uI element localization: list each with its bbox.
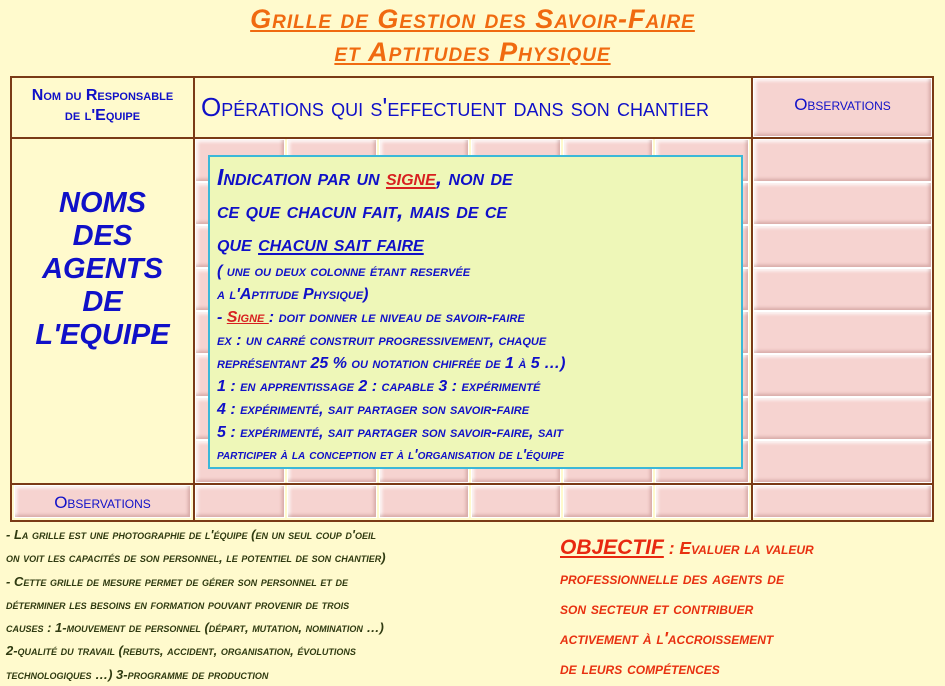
observation-cell (753, 397, 932, 440)
names-line: L'EQUIPE (35, 319, 170, 351)
underlined-phrase: chacun sait faire (258, 230, 424, 256)
header-team-leader-line1: Nom du Responsable (31, 87, 174, 104)
info-line: ce que chacun fait, mais de ce (217, 197, 508, 223)
team-agents-names (12, 139, 193, 483)
note-line: - Cette grille de mesure permet de gérer son personnel et de (6, 573, 348, 589)
info-line: 1 : en apprentissage 2 : capable 3 : expérimenté (217, 378, 541, 395)
grid-cell (195, 485, 285, 518)
observation-cell (753, 485, 932, 518)
names-line: NOMS (59, 187, 146, 219)
header-team-leader (12, 78, 193, 137)
names-line: DE (82, 286, 123, 318)
observation-cell (753, 440, 932, 483)
observation-cell (753, 354, 932, 397)
note-line: on voit les capacités de son personnel, le potentiel de son chantier) (6, 550, 386, 566)
grid-cell (655, 485, 749, 518)
info-line: - Signe : doit donner le niveau de savoir-faire (217, 309, 525, 326)
objective-line: de leurs compétences (560, 658, 720, 678)
objective-line: OBJECTIF : Evaluer la valeur (560, 536, 814, 559)
info-line: 4 : expérimenté, sait partager son savoir-faire (217, 401, 530, 418)
signe-word: signe (385, 164, 436, 190)
info-line: 5 : expérimenté, sait partager son savoir-faire, sait (217, 424, 564, 441)
note-line: 2-qualité du travail (rebuts, accident, organisation, évolutions (6, 643, 356, 659)
grid-divider (12, 137, 932, 139)
page-title-line2: et Aptitudes Physique (334, 37, 611, 67)
grid-divider (12, 483, 932, 485)
info-line: ( une ou deux colonne étant reservée (217, 263, 471, 280)
header-operations: Opérations qui s'effectuent dans son chantier (195, 78, 751, 137)
info-line: ex : un carré construit progressivement, chaque (217, 332, 547, 349)
info-line: participer à la conception et à l'organisation de l'équipe (217, 447, 564, 463)
names-line: AGENTS (42, 253, 163, 285)
note-line: causes : 1-mouvement de personnel (départ, mutation, nomination …) (6, 620, 384, 636)
objective-line: son secteur et contribuer (560, 598, 754, 618)
info-line: Indication par un signe, non de (217, 164, 513, 190)
info-line: que chacun sait faire (217, 230, 424, 256)
objective-label: OBJECTIF (560, 536, 664, 559)
grid-divider (193, 78, 195, 520)
indication-box (208, 155, 743, 469)
header-team-leader-line2: de l'Equipe (64, 107, 141, 124)
note-line: - La grille est une photographie de l'équipe (en un seul coup d'oeil (6, 527, 376, 542)
observation-cell (753, 225, 932, 268)
names-line: DES (72, 220, 133, 252)
note-line: technologiques …) 3-programme de production (6, 666, 269, 682)
objective-block (560, 533, 945, 683)
note-line: déterminer les besoins en formation pouvant provenir de trois (6, 596, 350, 612)
objective-line: activement à l'accroissement (560, 628, 774, 648)
grid-divider (751, 78, 753, 520)
page-title-line1: Grille de Gestion des Savoir-Faire (250, 4, 695, 34)
observation-cell (753, 139, 932, 182)
info-line: représentant 25 % ou notation chifrée de 1 à 5 …) (217, 355, 566, 372)
signe-label: Signe (226, 309, 269, 326)
observation-cell (753, 182, 932, 225)
grid-cell (379, 485, 469, 518)
grid-cell (471, 485, 561, 518)
observation-cell (753, 268, 932, 311)
observation-cell (753, 311, 932, 354)
objective-line: professionnelle des agents de (560, 568, 784, 588)
grid-cell (287, 485, 377, 518)
notes-block (6, 523, 551, 686)
grid-cell (563, 485, 653, 518)
info-line: a l'Aptitude Physique) (217, 286, 369, 303)
observations-row-label: Observations (14, 485, 191, 518)
header-observations: Observations (753, 78, 932, 137)
